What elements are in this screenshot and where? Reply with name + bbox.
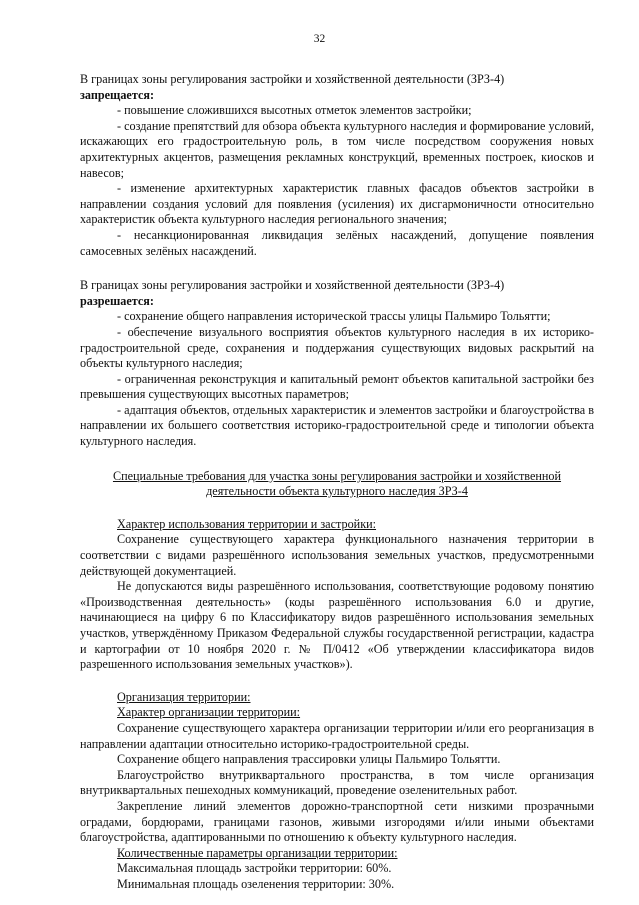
document-body (80, 72, 594, 893)
permitted-item: - сохранение общего направления исторической трассы улицы Пальмиро Тольятти; (117, 309, 551, 324)
special-requirements-title: Специальные требования для участка зоны регулирования застройки и хозяйственной деятельности объекта культурного наследия ЗРЗ-4 (112, 468, 562, 499)
organization-paragraph: Сохранение существующего характера организации территории и/или его реорганизация в направлении адаптации относительно историко-градостроительной среды. (80, 720, 594, 751)
permitted-item: - ограниченная реконструкция и капитальный ремонт объектов капитальной застройки без превышения существующих высотных параметров; (80, 371, 594, 402)
usage-paragraph: Сохранение существующего характера функционального назначения территории в соответствии с видами разрешённого использования земельных участков, предусмотренными действующей документацией. (80, 532, 594, 578)
organization-section (80, 690, 594, 893)
max-build-area: Максимальная площадь застройки территории: 60%. (117, 861, 392, 876)
prohibited-item: - создание препятствий для обзора объекта культурного наследия и формирование условий, искажающих его градостроительную роль, в том числе посредством сооружения новых архитектурных акцентов, размещения рекламных конструкций, временных построек, киосков и навесов; (80, 118, 594, 180)
min-green-area: Минимальная площадь озеленения территории: 30%. (117, 876, 395, 891)
organization-paragraph: Благоустройство внутриквартального пространства, в том числе организация внутриквартальных пешеходных коммуникаций, проведение озеленительных работ. (80, 767, 594, 798)
permitted-heading: разрешается: (80, 293, 154, 308)
permitted-item: - адаптация объектов, отдельных характеристик и элементов застройки и благоустройства в направлении их большего соответствия историко-градостроительной среде и типологии объекта культурного наследия. (80, 402, 594, 449)
prohibited-item: - повышение сложившихся высотных отметок элементов застройки; (117, 103, 472, 118)
page-number: 32 (313, 33, 326, 45)
prohibited-item: - несанкционированная ликвидация зелёных насаждений, допущение появления самосевных зелёных насаждений. (80, 227, 594, 258)
organization-paragraph: Сохранение общего направления трассировки улицы Пальмиро Тольятти. (117, 752, 501, 767)
usage-heading: Характер использования территории и застройки: (117, 516, 377, 531)
organization-heading: Организация территории: (117, 689, 251, 704)
usage-paragraph: Не допускаются виды разрешённого использования, соответствующие родовому понятию «Производственная деятельность» (коды разрешённого использования 6.0 и другие, начинающиеся на цифру 6 по Классификатору видов разрешённого использования земельных участков, утверждённому Приказом Федеральной службы государственной регистрации, кадастра и картографии от 10 ноября 2020 г. № П/0412 «Об утверждении классификатора видов разрешенного использования земельных участков»). (80, 579, 594, 672)
permitted-intro: В границах зоны регулирования застройки и хозяйственной деятельности (ЗРЗ-4) разрешается: (80, 278, 505, 308)
permitted-section (80, 278, 594, 450)
organization-paragraph: Закрепление линий элементов дорожно-транспортной сети низкими прозрачными оградами, бордюрами, границами газонов, живыми изгородями и/или иными объектами благоустройства, адаптированными по отношению к объекту культурного наследия. (80, 798, 594, 845)
usage-section (80, 517, 594, 673)
prohibited-heading: запрещается: (80, 87, 155, 102)
organization-character-heading: Характер организации территории: (117, 705, 301, 720)
prohibited-item: - изменение архитектурных характеристик главных фасадов объектов застройки в направлении создания условий для появления (усиления) их дисгармоничности относительно характеристик объекта культурного наследия регионального значения; (80, 181, 594, 227)
prohibited-intro: В границах зоны регулирования застройки и хозяйственной деятельности (ЗРЗ-4) запрещается: (80, 72, 505, 102)
permitted-item: - обеспечение визуального восприятия объектов культурного наследия в их историко-градостроительной среде, сохранения и поддержания существующих видовых раскрытий на объекты культурного наследия; (80, 324, 594, 371)
prohibited-section (80, 72, 594, 259)
quantitative-parameters-heading: Количественные параметры организации территории: (117, 845, 398, 860)
